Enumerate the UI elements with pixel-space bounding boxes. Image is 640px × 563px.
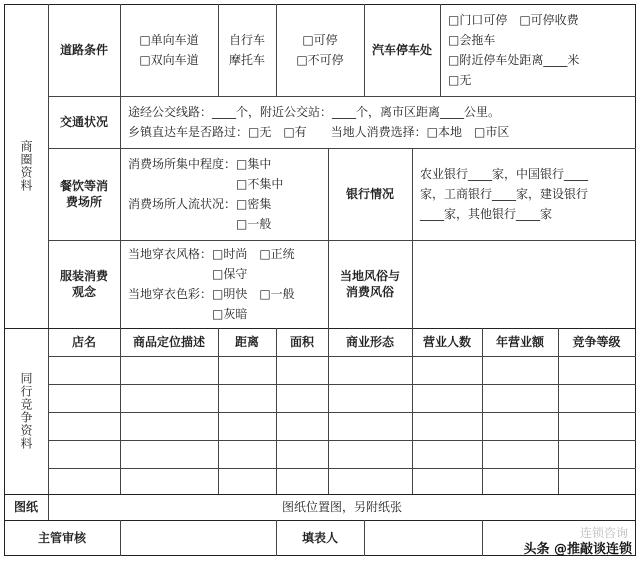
footer-v4: [482, 520, 483, 556]
car-parking-options: [440, 4, 635, 96]
section-label-business-circle: 商圈资料: [19, 140, 33, 192]
dining-line-2[interactable]: □不集中: [128, 177, 284, 191]
dining-label: [48, 148, 120, 240]
table-row[interactable]: [48, 440, 636, 468]
customs-label-2: 消费风俗: [345, 285, 394, 299]
comp-header-level: 竞争等级: [572, 335, 621, 349]
table-row[interactable]: [48, 468, 636, 494]
comp-header-name: 店名: [71, 335, 96, 349]
filler-field[interactable]: [364, 520, 482, 556]
dining-line-3[interactable]: 消费场所人流状况：□密集: [128, 197, 272, 211]
checkbox-nearby-parking[interactable]: □附近停车处距离____米: [448, 53, 580, 67]
filler-label: 填表人: [301, 531, 338, 545]
checkbox-one-way[interactable]: □单向车道: [139, 33, 199, 47]
table-row[interactable]: [48, 412, 636, 440]
clothing-line-4[interactable]: □灰暗: [128, 307, 248, 321]
comp-header-revenue: 年营业额: [495, 335, 544, 349]
supervisor-label: 主管审核: [37, 531, 86, 545]
customs-label: [328, 240, 412, 328]
vehicle-label: [218, 4, 276, 96]
checkbox-no-park[interactable]: □不可停: [296, 53, 344, 67]
store-survey-form: [4, 4, 636, 556]
clothing-label: [48, 240, 120, 328]
vehicle-label-motorcycle: 摩托车: [228, 53, 265, 67]
clothing-line-2[interactable]: □保守: [128, 267, 248, 281]
dining-line-4[interactable]: □一般: [128, 217, 272, 231]
bank-line-2: 家，工商银行____家，建设银行: [420, 187, 589, 201]
checkbox-no-parking[interactable]: □无: [448, 73, 472, 87]
traffic-line-2[interactable]: 乡镇直达车是否路过：□无 □有 当地人消费选择：□本地 □市区: [128, 125, 510, 139]
watermark-ghost: 连锁咨询: [579, 526, 628, 540]
car-parking-label: 汽车停车处: [371, 43, 432, 57]
table-row[interactable]: [48, 356, 636, 384]
traffic-line-1: 途经公交线路：____个，附近公交站：____个，离市区距离____公里。: [128, 105, 501, 119]
road-options: [120, 4, 218, 96]
checkbox-tow[interactable]: □会拖车: [448, 33, 496, 47]
drawing-note: 图纸位置图，另附纸张: [281, 500, 402, 514]
supervisor-field[interactable]: [120, 520, 276, 556]
comp-header-area: 面积: [289, 335, 314, 349]
bank-content: [412, 148, 635, 240]
comp-header-distance: 距离: [234, 335, 259, 349]
dining-content: [120, 148, 328, 240]
customs-field[interactable]: [412, 240, 635, 328]
clothing-line-3[interactable]: 当地穿衣色彩：□明快 □一般: [128, 287, 295, 301]
dining-label-1: 餐饮等消: [59, 179, 108, 193]
section-label-competitors: 同行竞争资料: [19, 372, 33, 450]
dining-line-1[interactable]: 消费场所集中程度：□集中: [128, 157, 272, 171]
vehicle-label-bicycle: 自行车: [228, 33, 265, 47]
clothing-line-1[interactable]: 当地穿衣风格：□时尚 □正统: [128, 247, 295, 261]
road-label: 道路条件: [59, 43, 108, 57]
clothing-label-2: 观念: [71, 285, 96, 299]
checkbox-door-parking[interactable]: □门口可停 □可停收费: [448, 13, 579, 27]
section-label-drawing: 图纸: [13, 500, 38, 514]
comp-header-format: 商业形态: [345, 335, 394, 349]
watermark-text: 头条 @推敲谈连锁: [523, 542, 632, 557]
clothing-content: [120, 240, 328, 328]
customs-label-1: 当地风俗与: [339, 269, 400, 283]
checkbox-can-park[interactable]: □可停: [302, 33, 338, 47]
comp-header-positioning: 商品定位描述: [132, 335, 205, 349]
bank-line-3: ____家，其他银行____家: [420, 207, 553, 221]
clothing-label-1: 服装消费: [59, 269, 108, 283]
comp-header-staff: 营业人数: [422, 335, 471, 349]
dining-label-2: 费场所: [65, 195, 102, 209]
traffic-content: [120, 96, 635, 148]
table-row[interactable]: [48, 384, 636, 412]
vehicle-park-options: [276, 4, 364, 96]
bank-label: 银行情况: [345, 187, 394, 201]
checkbox-two-way[interactable]: □双向车道: [139, 53, 199, 67]
traffic-label: 交通状况: [59, 115, 108, 129]
bank-line-1: 农业银行____家，中国银行____: [420, 167, 589, 181]
